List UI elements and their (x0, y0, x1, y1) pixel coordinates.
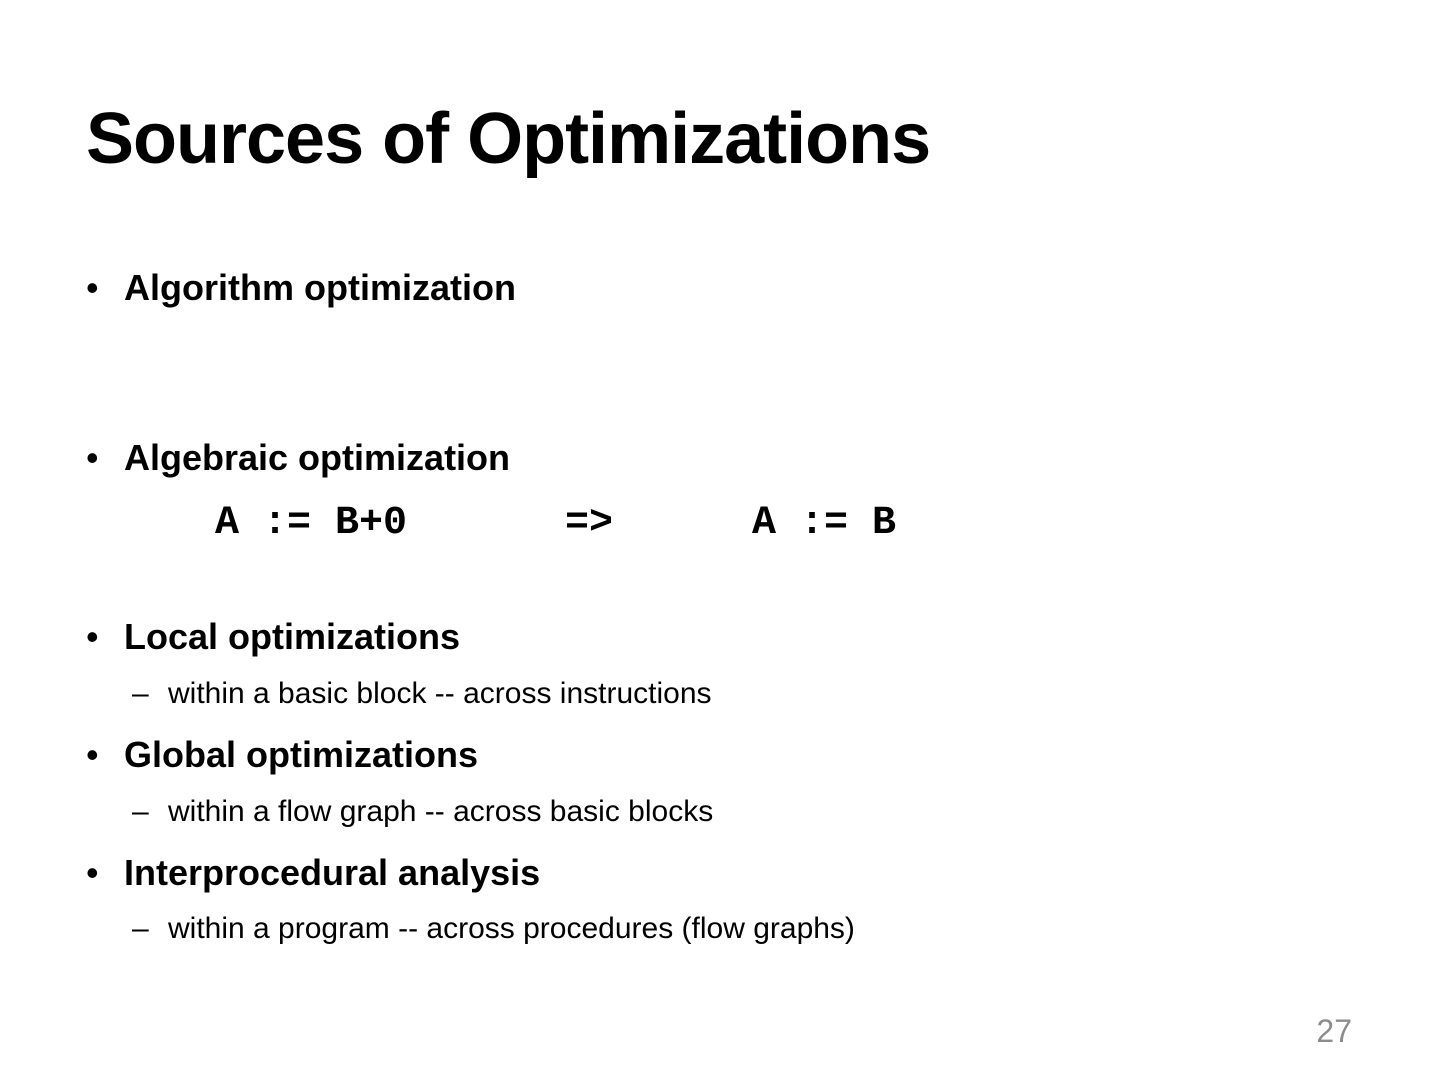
bullet-label: Algebraic optimization (124, 437, 511, 478)
bullet-dot: • (86, 616, 99, 657)
dash-glyph: – (132, 795, 149, 828)
bullet-interprocedural-analysis (86, 851, 540, 894)
bullet-dot: • (86, 437, 99, 478)
bullet-algorithm-optimization (86, 266, 516, 309)
bullet-label: Global optimizations (124, 734, 479, 775)
sub-bullet-text: within a flow graph -- across basic blocks (168, 795, 714, 828)
bullet-label: Interprocedural analysis (124, 852, 541, 893)
sub-bullet-interprocedural (132, 911, 855, 947)
bullet-dot: • (86, 267, 99, 308)
slide-title: Sources of Optimizations (86, 99, 931, 179)
sub-bullet-local (132, 676, 712, 712)
code-arrow: => (565, 501, 614, 546)
bullet-dot: • (86, 852, 99, 893)
bullet-label: Local optimizations (124, 616, 461, 657)
bullet-algebraic-optimization (86, 436, 510, 479)
bullet-local-optimizations (86, 615, 460, 658)
sub-bullet-text: within a program -- across procedures (flow graphs) (168, 912, 855, 945)
dash-glyph: – (132, 677, 149, 710)
sub-bullet-text: within a basic block -- across instructions (168, 677, 712, 710)
bullet-global-optimizations (86, 733, 478, 776)
code-after: A := B (752, 501, 897, 546)
sub-bullet-global (132, 794, 713, 830)
code-before: A := B+0 (215, 501, 408, 546)
bullet-label: Algorithm optimization (124, 267, 516, 308)
bullet-dot: • (86, 734, 99, 775)
dash-glyph: – (132, 912, 149, 945)
page-number: 27 (1316, 1013, 1352, 1049)
